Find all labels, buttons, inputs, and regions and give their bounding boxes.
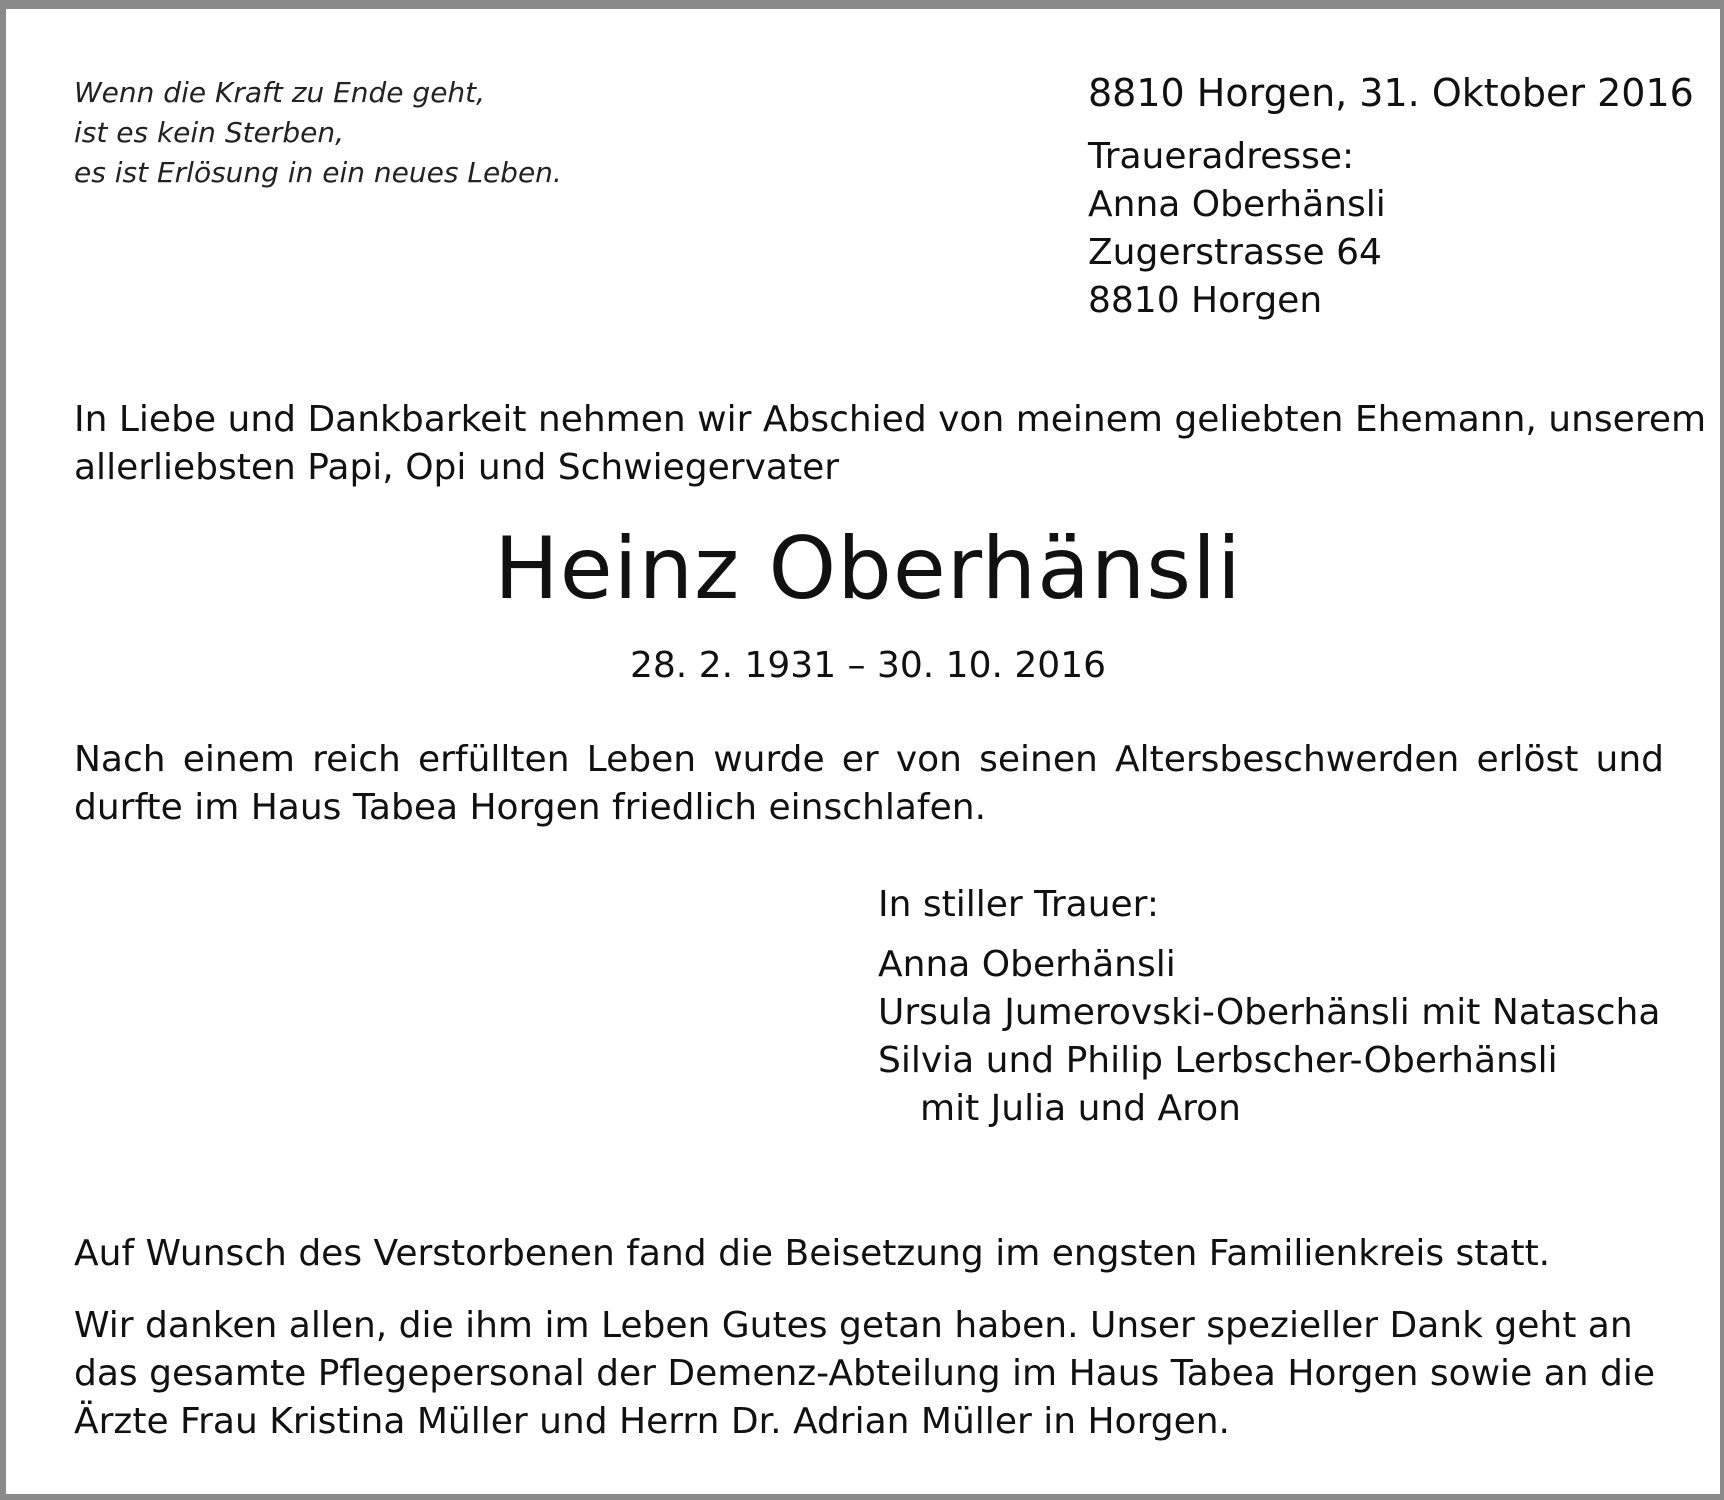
address-label: Traueradresse: bbox=[1088, 136, 1355, 177]
thanks-line: Wir danken allen, die ihm im Leben Gutes getan haben. Unser spezieller Dank geht an bbox=[74, 1305, 1633, 1346]
motto-line: es ist Erlösung in ein neues Leben. bbox=[74, 156, 562, 189]
thanks-line: das gesamte Pflegepersonal der Demenz-Abteilung im Haus Tabea Horgen sowie an die bbox=[74, 1353, 1655, 1394]
place-date: 8810 Horgen, 31. Oktober 2016 bbox=[1088, 71, 1694, 115]
burial-note: Auf Wunsch des Verstorbenen fand die Beisetzung im engsten Familienkreis statt. bbox=[74, 1233, 1551, 1274]
deceased-name: Heinz Oberhänsli bbox=[494, 519, 1242, 619]
mourner-entry: Silvia und Philip Lerbscher-Oberhänsli bbox=[878, 1040, 1558, 1081]
intro-text bbox=[74, 396, 1707, 492]
mourner-entry: Ursula Jumerovski-Oberhänsli mit Natascha bbox=[878, 992, 1661, 1033]
motto-line: Wenn die Kraft zu Ende geht, bbox=[74, 76, 486, 109]
life-dates: 28. 2. 1931 – 30. 10. 2016 bbox=[630, 645, 1106, 686]
mourner-entry: Anna Oberhänsli bbox=[878, 944, 1176, 985]
motto-line: ist es kein Sterben, bbox=[74, 116, 344, 149]
mourners-list bbox=[878, 941, 1660, 1133]
mourners-title: In stiller Trauer: bbox=[878, 884, 1159, 925]
address-city: 8810 Horgen bbox=[1088, 280, 1323, 321]
motto-verse bbox=[74, 73, 562, 193]
mourner-entry: mit Julia und Aron bbox=[920, 1088, 1241, 1129]
address-street: Zugerstrasse 64 bbox=[1088, 232, 1382, 273]
thanks-paragraph bbox=[74, 1302, 1664, 1446]
address-name: Anna Oberhänsli bbox=[1088, 184, 1386, 225]
intro-line: In Liebe und Dankbarkeit nehmen wir Abschied von meinem geliebten Ehemann, unserem bbox=[74, 399, 1707, 440]
thanks-line: Ärzte Frau Kristina Müller und Herrn Dr. Adrian Müller in Horgen. bbox=[74, 1401, 1230, 1442]
body-paragraph: Nach einem reich erfüllten Leben wurde er von seinen Altersbeschwerden erlöst und durfte im Haus Tabea Horgen friedlich einschlafen. bbox=[74, 739, 1664, 828]
intro-line: allerliebsten Papi, Opi und Schwiegervater bbox=[74, 447, 840, 488]
mourning-address bbox=[1088, 133, 1386, 325]
